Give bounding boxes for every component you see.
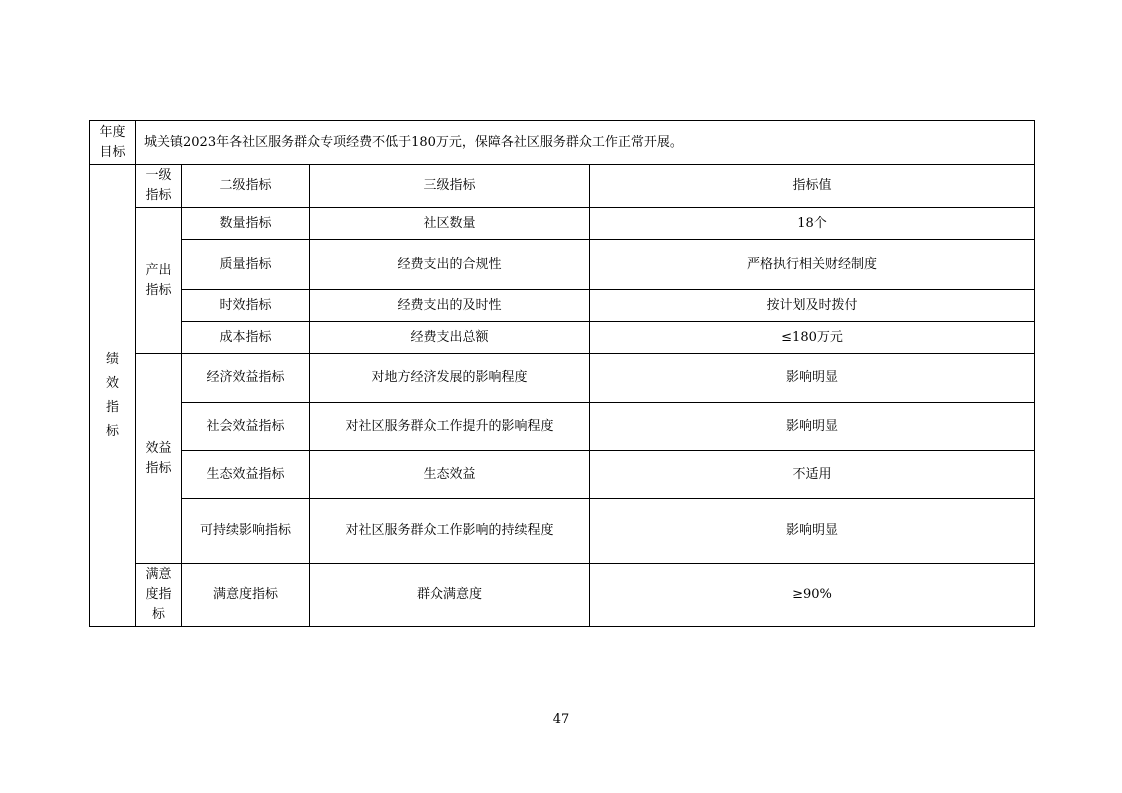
level2-cell: 质量指标 bbox=[182, 240, 310, 290]
level3-cell: 生态效益 bbox=[310, 451, 590, 499]
page-number: 47 bbox=[552, 712, 570, 727]
value-cell: 不适用 bbox=[590, 451, 1035, 499]
table-row bbox=[90, 499, 1035, 564]
value-cell: ≥90% bbox=[590, 564, 1035, 627]
value-cell: ≤180万元 bbox=[590, 322, 1035, 354]
satisfaction-indicator-label: 满意度指标 bbox=[145, 567, 172, 622]
annual-goal-text: 城关镇2023年各社区服务群众专项经费不低于180万元，保障各社区服务群众工作正常开展。 bbox=[136, 121, 1035, 165]
table-row bbox=[90, 208, 1035, 240]
level2-cell: 成本指标 bbox=[182, 322, 310, 354]
performance-indicator-label-cell bbox=[90, 165, 136, 627]
level3-cell: 经费支出的及时性 bbox=[310, 290, 590, 322]
value-cell: 18个 bbox=[590, 208, 1035, 240]
benefit-indicator-label: 效益指标 bbox=[145, 440, 172, 476]
table-row bbox=[90, 354, 1035, 403]
header-value: 指标值 bbox=[590, 165, 1035, 208]
header-level2: 二级指标 bbox=[182, 165, 310, 208]
level3-cell: 对社区服务群众工作提升的影响程度 bbox=[310, 403, 590, 451]
table-row bbox=[90, 240, 1035, 290]
annual-goal-label: 年度目标 bbox=[99, 124, 126, 160]
header-row bbox=[90, 165, 1035, 208]
performance-indicator-label: 绩效指标 bbox=[106, 351, 120, 439]
level2-cell: 时效指标 bbox=[182, 290, 310, 322]
level3-cell: 对地方经济发展的影响程度 bbox=[310, 354, 590, 403]
value-cell: 影响明显 bbox=[590, 403, 1035, 451]
level3-cell: 社区数量 bbox=[310, 208, 590, 240]
value-cell: 严格执行相关财经制度 bbox=[590, 240, 1035, 290]
table-row bbox=[90, 322, 1035, 354]
table-row bbox=[90, 451, 1035, 499]
header-level1-cell bbox=[136, 165, 182, 208]
level2-cell: 生态效益指标 bbox=[182, 451, 310, 499]
value-cell: 影响明显 bbox=[590, 354, 1035, 403]
level2-cell: 社会效益指标 bbox=[182, 403, 310, 451]
benefit-indicator-cell bbox=[136, 354, 182, 564]
level2-cell: 满意度指标 bbox=[182, 564, 310, 627]
level2-cell: 可持续影响指标 bbox=[182, 499, 310, 564]
header-level3: 三级指标 bbox=[310, 165, 590, 208]
annual-goal-label-cell bbox=[90, 121, 136, 165]
table-row bbox=[90, 403, 1035, 451]
table-row bbox=[90, 564, 1035, 627]
table-row bbox=[90, 290, 1035, 322]
output-indicator-cell bbox=[136, 208, 182, 354]
level3-cell: 对社区服务群众工作影响的持续程度 bbox=[310, 499, 590, 564]
level3-cell: 群众满意度 bbox=[310, 564, 590, 627]
level3-cell: 经费支出总额 bbox=[310, 322, 590, 354]
value-cell: 影响明显 bbox=[590, 499, 1035, 564]
satisfaction-indicator-cell bbox=[136, 564, 182, 627]
header-level1: 一级指标 bbox=[145, 168, 172, 203]
level2-cell: 数量指标 bbox=[182, 208, 310, 240]
performance-goals-table bbox=[89, 120, 1035, 627]
annual-goal-row bbox=[90, 121, 1035, 165]
level3-cell: 经费支出的合规性 bbox=[310, 240, 590, 290]
value-cell: 按计划及时拨付 bbox=[590, 290, 1035, 322]
output-indicator-label: 产出指标 bbox=[145, 262, 172, 298]
level2-cell: 经济效益指标 bbox=[182, 354, 310, 403]
